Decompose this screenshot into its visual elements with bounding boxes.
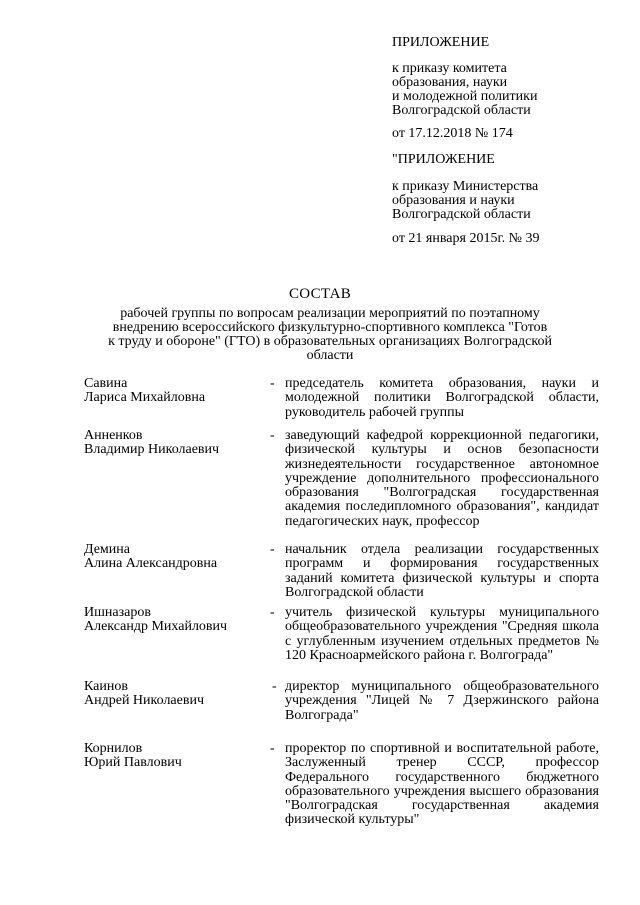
member-surname: Савина (84, 376, 128, 391)
member-role: начальник отдела реализации государственных программ и формирования государственных заданий комитета физической культуры и спорта Волгоградской области (285, 542, 599, 600)
member-name (84, 680, 264, 709)
subtitle-line: внедрению всероссийского физкультурно-спортивного комплекса "Готов (112, 320, 548, 335)
document-title: СОСТАВ (288, 286, 352, 302)
order-date: от 17.12.2018 № 174 (392, 126, 513, 141)
member-name (84, 606, 264, 635)
subtitle-line: к труду и обороне" (ГТО) в образовательных организациях Волгоградской (108, 334, 552, 349)
order-ref-line: и молодежной политики (392, 89, 538, 104)
member-surname: Ишназаров (84, 605, 151, 620)
member-role: председатель комитета образования, науки и молодежной политики Волгоградской области, руководитель рабочей группы (285, 376, 599, 420)
member-dash: - (272, 679, 277, 694)
member-given-name: Лариса Михайловна (84, 390, 206, 406)
ministry-reference (392, 180, 612, 222)
member-name (84, 742, 264, 771)
ministry-date: от 21 января 2015г. № 39 (392, 231, 540, 246)
member-given-name: Юрий Павлович (84, 755, 182, 771)
member-given-name: Александр Михайлович (84, 619, 228, 635)
member-name (84, 377, 264, 406)
member-given-name: Андрей Николаевич (84, 693, 204, 709)
order-reference (392, 62, 612, 118)
subtitle-line: области (306, 348, 354, 363)
member-name (84, 429, 264, 458)
member-given-name: Владимир Николаевич (84, 442, 220, 458)
member-dash: - (270, 376, 275, 391)
appendix-label: ПРИЛОЖЕНИЕ (392, 35, 490, 50)
member-dash: - (270, 428, 275, 443)
appendix-label-quoted: "ПРИЛОЖЕНИЕ (392, 152, 495, 167)
member-surname: Демина (84, 542, 130, 557)
order-ref-line: Волгоградской области (392, 103, 531, 118)
member-role: директор муниципального общеобразовательного учреждения "Лицей № 7 Дзержинского района Волгограда" (285, 679, 599, 723)
member-surname: Корнилов (84, 741, 143, 756)
ministry-ref-line: образования и науки (392, 193, 515, 208)
document-subtitle (80, 307, 580, 363)
member-dash: - (270, 542, 275, 557)
member-role: проректор по спортивной и воспитательной работе, Заслуженный тренер СССР, профессор Федерального государственного бюджетного образовательного учреждения высшего образования "Волгоградская государственная академия физической культуры" (285, 741, 599, 828)
member-surname: Анненков (84, 428, 143, 443)
member-dash: - (270, 741, 275, 756)
ministry-ref-line: к приказу Министерства (392, 179, 539, 194)
order-ref-line: образования, науки (392, 75, 508, 90)
member-name (84, 543, 264, 572)
subtitle-line: рабочей группы по вопросам реализации мероприятий по поэтапному (120, 306, 540, 321)
ministry-ref-line: Волгоградской области (392, 207, 531, 222)
member-role: заведующий кафедрой коррекционной педагогики, физической культуры и основ безопасности жизнедеятельности государственное автономное учреждение дополнительного профессионального образования "Волгоградская государственная академия последипломного образования", кандидат педагогических наук, профессор (285, 428, 599, 529)
member-given-name: Алина Александровна (84, 556, 218, 572)
member-surname: Каинов (84, 679, 128, 694)
member-dash: - (270, 605, 275, 620)
order-ref-line: к приказу комитета (392, 61, 507, 76)
member-role: учитель физической культуры муниципального общеобразовательного учреждения "Средняя школа с углубленным изучением отдельных предметов № 120 Красноармейского района г. Волгограда" (285, 605, 599, 663)
